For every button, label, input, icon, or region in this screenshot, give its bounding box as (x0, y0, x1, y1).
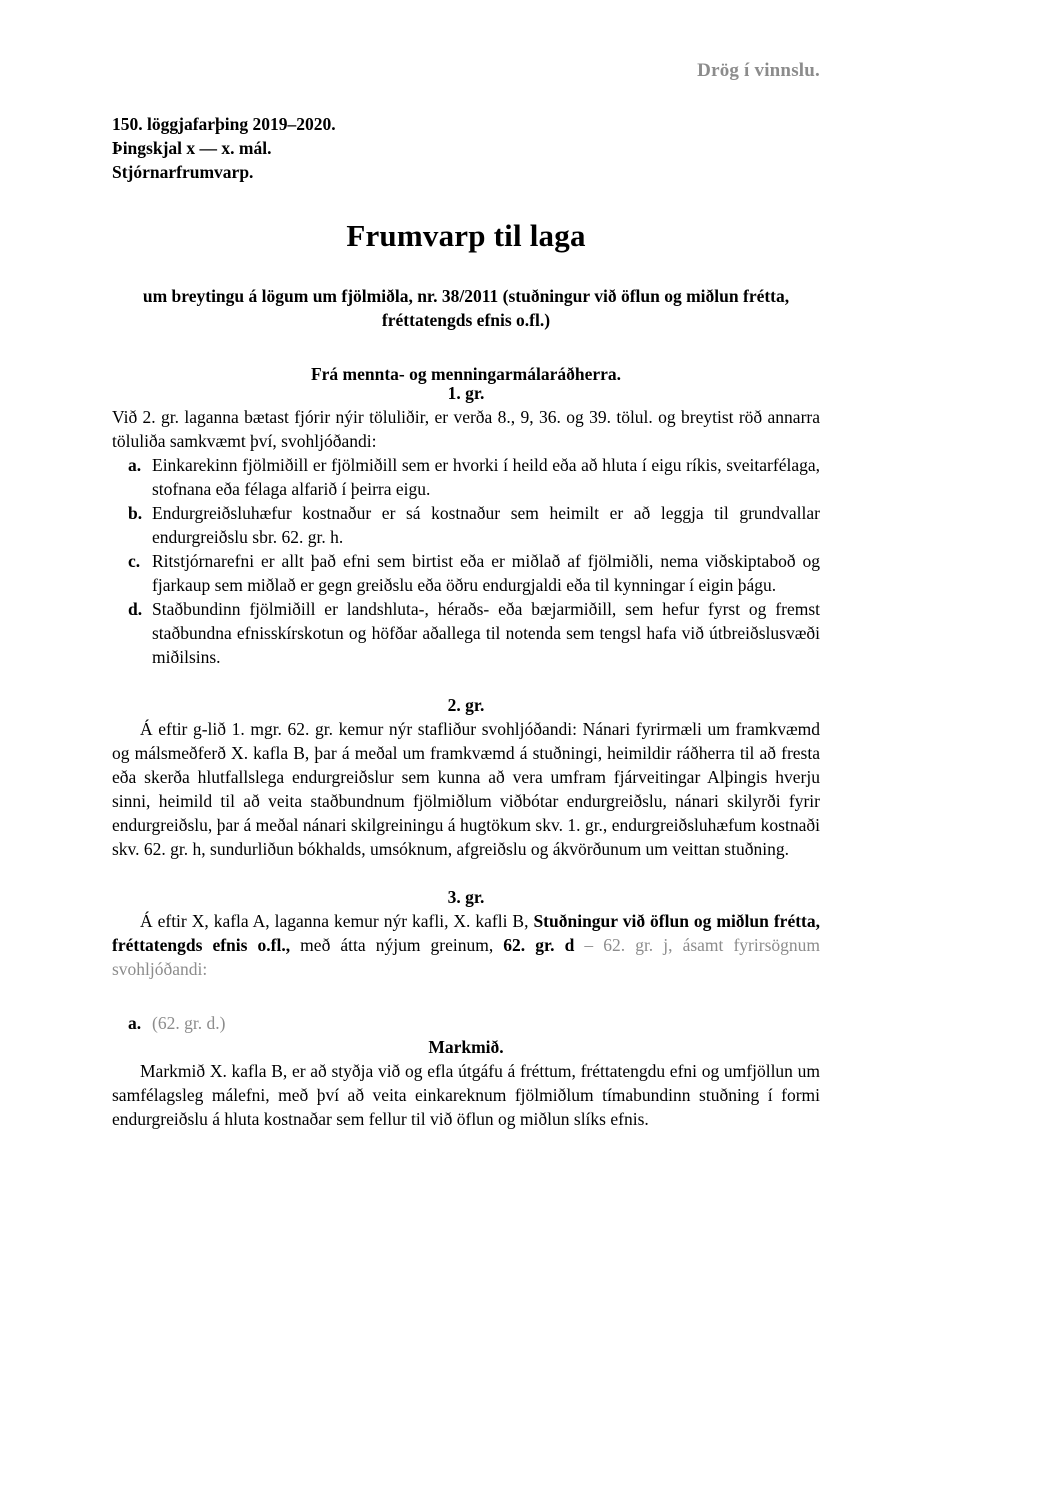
subsection-62-gr-d (112, 1011, 820, 1131)
article-2-heading: 2. gr. (447, 695, 485, 715)
article-3-heading: 3. gr. (447, 887, 485, 907)
list-item-marker: a. (128, 455, 142, 475)
article-3-text-part-1: Á eftir X, kafla A, laganna kemur nýr kafli, X. kafli B, (140, 911, 534, 931)
article-3-chapter-name: Stuðningur við öflun og miðlun frétta, fréttatengds efnis o.fl., (112, 911, 820, 955)
subsection-body: Markmið X. kafla B, er að styðja við og efla útgáfu á fréttum, fréttatengdu efni og umfjöllun um samfélagsleg málefni, með því að veita einkareknum fjölmiðlum tímabundinn stuðning í formi endurgreiðslu á hluta kostnaðar sem fellur til við öflun og miðlun slíks efnis. (112, 1061, 820, 1129)
list-item (112, 453, 820, 501)
subsection-reference: (62. gr. d.) (152, 1013, 226, 1033)
meta-line-bill-type: Stjórnarfrumvarp. (112, 162, 254, 182)
section-spacer (112, 669, 820, 693)
article-3-text-gray-tail: – 62. gr. j, ásamt fyrirsögnum svohljóðandi: (112, 935, 820, 979)
list-item-text: Einkarekinn fjölmiðill er fjölmiðill sem er hvorki í heild eða að hluta í eigu ríkis, sveitarfélaga, stofnana eða félaga alfarið í þeirra eigu. (152, 455, 820, 499)
article-1-list (112, 453, 820, 669)
meta-line-parliament-session: 150. löggjafarþing 2019–2020. (112, 114, 336, 134)
list-item-marker: c. (128, 551, 141, 571)
subsection-heading: Markmið. (428, 1037, 504, 1057)
document-body (112, 381, 820, 1131)
list-item-text: Ritstjórnarefni er allt það efni sem birtist eða er miðlað af fjölmiðli, nema viðskiptaboð og fjarkaup sem miðlað er gegn greiðslu eða öðru endurgjaldi eða til kynningar í eigin þágu. (152, 551, 820, 595)
article-1 (112, 381, 820, 669)
section-spacer (112, 861, 820, 885)
article-2 (112, 693, 820, 861)
list-item-text: Staðbundinn fjölmiðill er landshluta-, héraðs- eða bæjarmiðill, sem hefur fyrst og fremst staðbundna efnisskírskotun og höfðar aðallega til notenda sem tengsl hafa við útbreiðslusvæði miðilsins. (152, 599, 820, 667)
list-item-marker: a. (128, 1013, 142, 1033)
list-item-text: Endurgreiðsluhæfur kostnaður er sá kostnaður sem heimilt er að leggja til grundvallar endurgreiðslu sbr. 62. gr. h. (152, 503, 820, 547)
title-block (112, 218, 820, 386)
document-meta-block (112, 112, 336, 184)
document-author-line: Frá mennta- og menningarmálaráðherra. (310, 364, 622, 384)
meta-line-document-number: Þingskjal x — x. mál. (112, 138, 272, 158)
list-item-marker: b. (128, 503, 143, 523)
subsection-marker-list (112, 1011, 820, 1035)
list-item (112, 549, 820, 597)
draft-status-note: Drög í vinnslu. (697, 60, 820, 81)
list-item (112, 501, 820, 549)
article-2-body: Á eftir g-lið 1. mgr. 62. gr. kemur nýr stafliður svohljóðandi: Nánari fyrirmæli um framkvæmd og málsmeðferð X. kafla B, þar á meðal um framkvæmd á stuðningi, heimildir ráðherra til að fresta eða skerða hlutfallslega endurgreiðslur sem kunna að vera umfram fjárveitingar Alþingis hverju sinni, heimild til að veita staðbundnum fjölmiðlum viðbótar endurgreiðslu, nánari skilyrði fyrir endurgreiðslu, þar á meðal nánari skilgreiningu á hugtökum skv. 1. gr., endurgreiðsluhæfum kostnaði skv. 62. gr. h, sundurliðun bókhalds, umsóknum, afgreiðslu og ákvörðunum um veittan stuðning. (112, 719, 820, 859)
page-title: Frumvarp til laga (346, 218, 586, 253)
document-subtitle: um breytingu á lögum um fjölmiðla, nr. 38/2011 (stuðningur við öflun og miðlun frétta, fréttatengds efnis o.fl.) (142, 286, 790, 330)
article-3-body (112, 909, 820, 981)
article-1-heading: 1. gr. (447, 383, 485, 403)
article-1-intro: Við 2. gr. laganna bætast fjórir nýir töluliðir, er verða 8., 9, 36. og 39. tölul. og breytist röð annarra töluliða samkvæmt því, svohljóðandi: (112, 407, 820, 451)
section-spacer (112, 981, 820, 1011)
article-3-section-ref: 62. gr. d (503, 935, 575, 955)
list-item (112, 597, 820, 669)
article-3 (112, 885, 820, 981)
list-item (112, 1011, 820, 1035)
article-3-text-part-3: með átta nýjum greinum, (290, 935, 504, 955)
list-item-marker: d. (128, 599, 143, 619)
